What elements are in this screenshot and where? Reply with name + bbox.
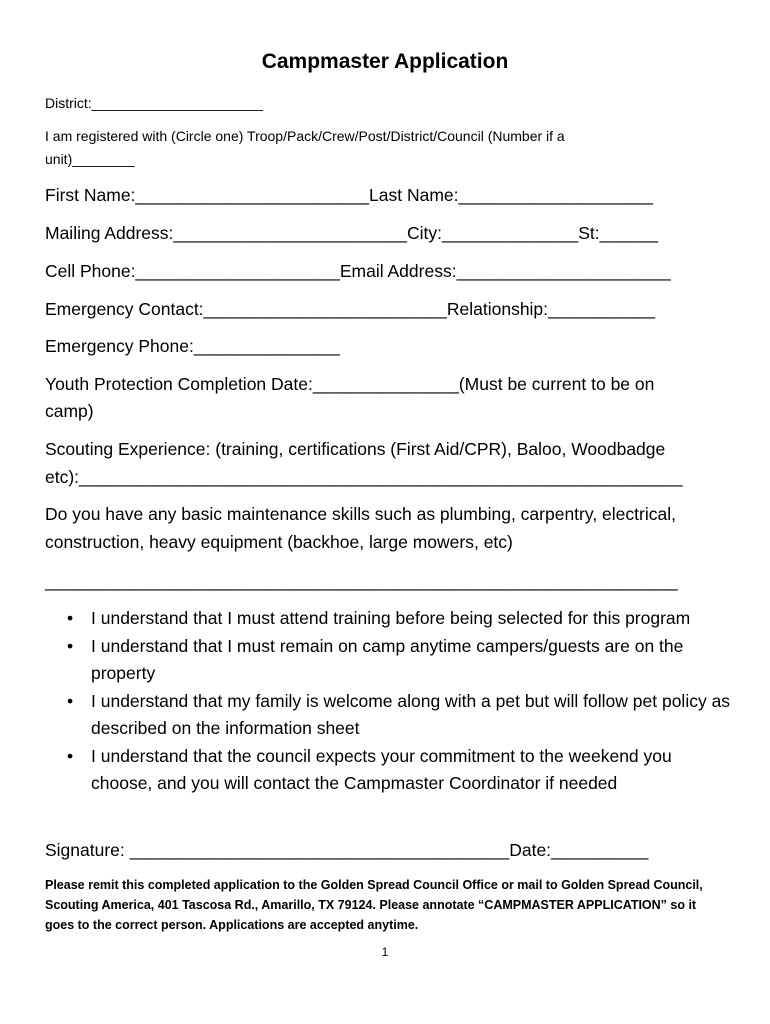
acknowledgement-list bbox=[45, 605, 735, 798]
list-item: • I understand that I must attend training before being selected for this program bbox=[45, 605, 735, 633]
list-item: • I understand that my family is welcome along with a pet but will follow pet policy as described on the information sheet bbox=[45, 688, 735, 743]
address-fields[interactable]: Mailing Address:________________________City:______________St:______ bbox=[45, 223, 659, 243]
district-field[interactable]: District:______________________ bbox=[45, 95, 263, 111]
bullet-icon: • bbox=[67, 635, 74, 656]
youth-protection-line-1[interactable]: Youth Protection Completion Date:_______________(Must be current to be on bbox=[45, 374, 655, 394]
emergency-phone-field[interactable]: Emergency Phone:_______________ bbox=[45, 336, 340, 356]
list-item: • I understand that the council expects your commitment to the weekend you choose, and you will contact the Campmaster Coordinator if needed bbox=[45, 743, 735, 798]
bullet-icon: • bbox=[67, 745, 74, 766]
page-title: Campmaster Application bbox=[261, 50, 509, 73]
youth-protection-line-2: camp) bbox=[45, 401, 94, 421]
phone-email-fields[interactable]: Cell Phone:_____________________Email Address:______________________ bbox=[45, 261, 671, 281]
maintenance-question-line-1: Do you have any basic maintenance skills such as plumbing, carpentry, electrical, bbox=[45, 504, 676, 524]
page-number: 1 bbox=[381, 945, 389, 959]
emergency-contact-fields[interactable]: Emergency Contact:_________________________Relationship:___________ bbox=[45, 299, 656, 319]
remit-instructions: Please remit this completed application to the Golden Spread Council Office or mail to Golden Spread Council, Scouting America, 401 Tascosa Rd., Amarillo, TX 79124. Please annotate “CAMPMASTER APPLICATION” so it goes to the correct person. Applications are accepted anytime. bbox=[45, 878, 703, 932]
signature-date-fields[interactable]: Signature: _______________________________________Date:__________ bbox=[45, 840, 649, 860]
registration-line-1[interactable]: I am registered with (Circle one) Troop/Pack/Crew/Post/District/Council (Number if a bbox=[45, 128, 565, 144]
bullet-icon: • bbox=[67, 690, 74, 711]
list-item: • I understand that I must remain on camp anytime campers/guests are on the property bbox=[45, 633, 735, 688]
bullet-icon: • bbox=[67, 608, 74, 628]
maintenance-answer-line[interactable]: _________________________________________________________________ bbox=[45, 571, 678, 591]
name-fields[interactable]: First Name:________________________Last Name:____________________ bbox=[45, 185, 654, 205]
maintenance-question-line-2: construction, heavy equipment (backhoe, large mowers, etc) bbox=[45, 532, 513, 552]
registration-line-2[interactable]: unit)________ bbox=[45, 151, 135, 167]
scouting-experience-line-1: Scouting Experience: (training, certifications (First Aid/CPR), Baloo, Woodbadge bbox=[45, 439, 666, 459]
scouting-experience-line-2[interactable]: etc):______________________________________________________________ bbox=[45, 467, 683, 487]
